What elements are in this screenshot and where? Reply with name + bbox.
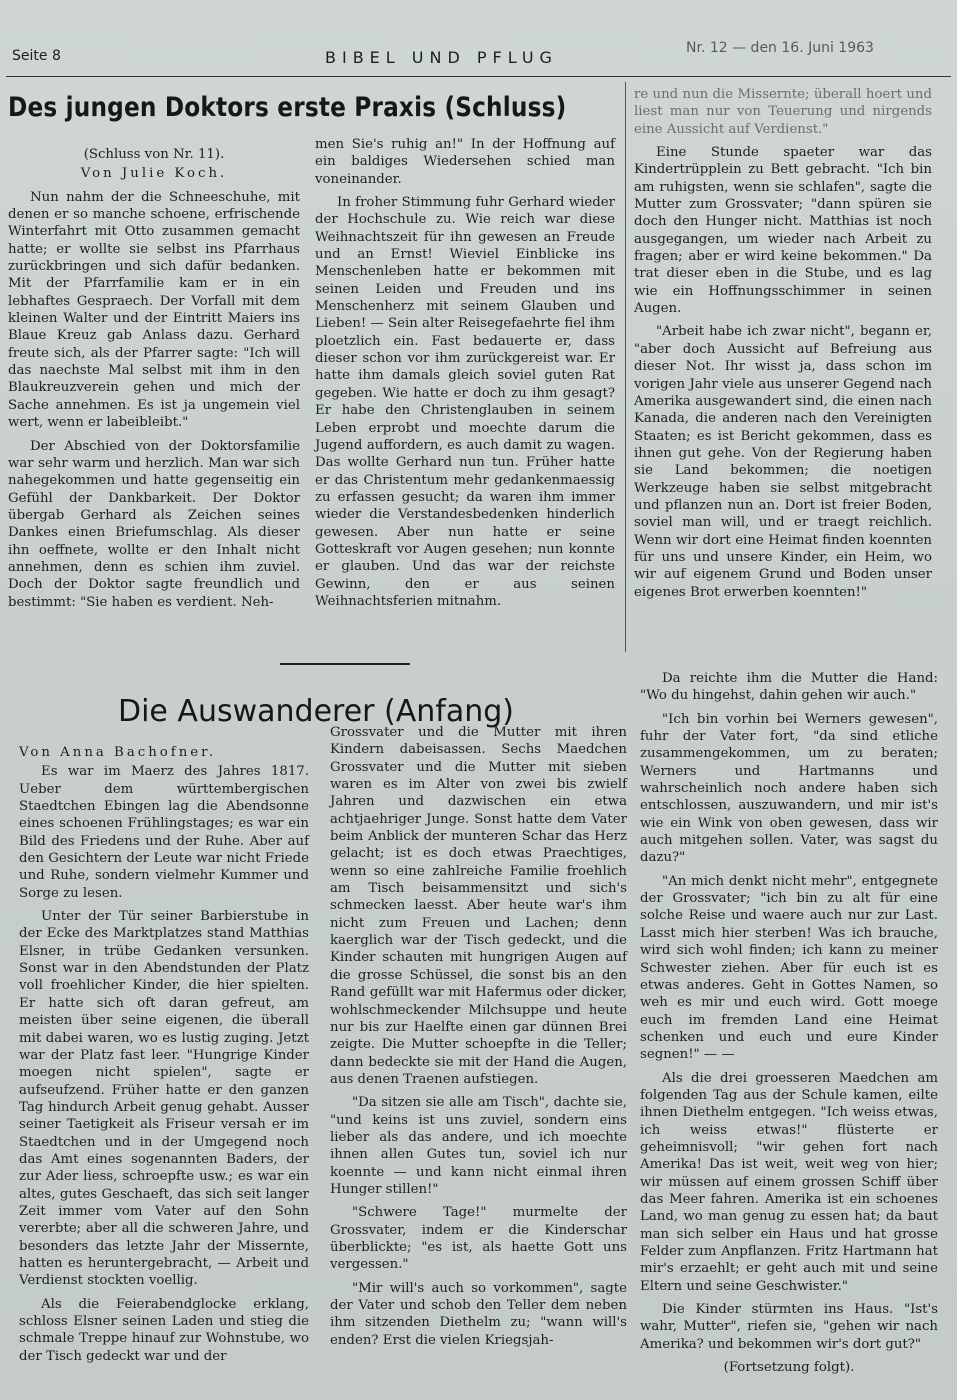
header-rule: [6, 76, 951, 77]
story2-author: Von Anna Bachofner.: [19, 745, 217, 760]
paragraph: "An mich denkt nicht mehr", entgegnete der Grossvater; "ich bin zu alt für eine solche Reise und waere auch nur zur Last. Lasst mich hier sterben! Was ich brauche, wird sich wohl finden; ich kann zu meiner Schwester ziehen. Aber für euch ist es etwas anderes. Geht in Gottes Namen, so weh es mir und euch wird. Gott moege euch im fremden Land eine Heimat schenken und euch und eure Kinder segnen!" — —: [640, 873, 938, 1063]
story2-column-3: [640, 670, 938, 1382]
paragraph: "Ich bin vorhin bei Werners gewesen", fuhr der Vater fort, "da sind etliche zusammengekommen, um zu beraten; Werners und Hartmanns und wahrscheinlich noch andere haben sich entschlossen, auszuwandern, und mir ist's wie ein Wink von oben gewesen, dass wir auch mitgehen sollen. Vater, was sagst du dazu?": [640, 711, 938, 866]
paragraph: "Mir will's auch so vorkommen", sagte der Vater und schob den Teller dem neben ihm sitzenden Diethelm zu; "wann will's enden? Erst die vielen Kriegsjah-: [330, 1280, 627, 1348]
paragraph: "Da sitzen sie alle am Tisch", dachte sie, "und keins ist uns zuviel, sondern eins lieber als das andere, und ich moechte ihnen allen Gutes tun, soviel ich nur koennte — und kann nicht einmal ihren Hunger stillen!": [330, 1095, 627, 1197]
section-divider: [280, 663, 410, 665]
story1-title: Des jungen Doktors erste Praxis (Schluss): [8, 92, 567, 123]
paragraph: Eine Stunde spaeter war das Kindertrüpplein zu Bett gebracht. "Ich bin am ruhigsten, wenn sie schlafen", sagte die Mutter zum Grossvater; "dann spüren sie doch den Hunger nicht. Matthias ist noch ausgegangen, um wieder nach Arbeit zu fragen; aber er wird keine bekommen." Da trat dieser eben in die Stube, und es lag wie ein Hoffnungsschimmer in seinen Augen.: [634, 145, 932, 317]
paragraph: Als die Feierabendglocke erklang, schloss Elsner seinen Laden und stieg die schmale Treppe hinauf zur Wohnstube, wo der Tisch gedeckt war und der: [19, 1296, 309, 1364]
story1-continuation: (Schluss von Nr. 11).: [83, 147, 225, 162]
paragraph: Unter der Tür seiner Barbierstube in der Ecke des Marktplatzes stand Matthias Elsner, in trübe Gedanken versunken. Sonst war in den Abendstunden der Platz voll froehlicher Kinder, die hier spielten. Er hatte sich oft daran gefreut, am meisten über seine eigenen, die überall mit dabei waren, wo es lustig zuging. Jetzt war der Platz fast leer. "Hungrige Kinder moegen nicht spielen", sagte er aufseufzend. Früher hatte er den ganzen Tag hindurch Arbeit genug gehabt. Ausser seiner Taetigkeit als Friseur versah er im Staedtchen und in der Umgegend noch das Amt eines sogenannten Baders, der zur Ader liess, schroepfte usw.; es war ein altes, gutes Geschaeft, das sich seit langer Zeit immer vom Vater auf den Sohn vererbte; aber all die schweren Jahre, und besonders das letzte Jahr der Missernte, hatten es heruntergebracht, — Arbeit und Verdienst stockten voellig.: [19, 909, 309, 1289]
paragraph: Der Abschied von der Doktorsfamilie war sehr warm und herzlich. Man war sich nahegekommen und hatte gegenseitig ein Gefühl der Dankbarkeit. Der Doktor übergab Gerhard als Zeichen seines Dankes einen Briefumschlag. Als dieser ihn oeffnete, wollte er den Inhalt nicht annehmen, denn es schien ihm zuviel. Doch der Doktor sagte freundlich und bestimmt: "Sie haben es verdient. Neh-: [8, 438, 300, 610]
story1-column-2: [315, 136, 615, 616]
page-number: Seite 8: [12, 48, 61, 64]
paragraph: men Sie's ruhig an!" In der Hoffnung auf ein baldiges Wiedersehen schied man voneinander.: [315, 137, 615, 187]
paragraph: In froher Stimmung fuhr Gerhard wieder der Hochschule zu. Wie reich war diese Weihnachtszeit für ihn gewesen an Freude und an Ernst! Wieviel Einblicke ins Menschenleben hatte er bekommen mit seinen Leiden und Freuden und ins Menschenherz mit seinem Glauben und Lieben! — Sein alter Reisegefaehrte fiel ihm ploetzlich ein. Fast bedauerte er, dass dieser schon vor ihm zurückgereist war. Er hatte ihm damals gleich soviel guten Rat gegeben. Wie hatte er doch zu ihm gesagt? Er habe den Christenglauben in seinem Leben erprobt und moechte darum die Jugend auffordern, es auch damit zu wagen. Das wollte Gerhard nun tun. Früher hatte er das Christentum mehr gedankenmaessig zu erfassen gesucht; da waren ihm immer wieder die Verstandesbedenken hinderlich gewesen. Aber nun hatte er seine Gotteskraft vor Augen gesehen; nun konnte er glauben. Und das war der reichste Gewinn, den er aus seinen Weihnachtsferien mitnahm.: [315, 195, 615, 609]
story1-author: Von Julie Koch.: [80, 166, 228, 182]
story2-title: Die Auswanderer (Anfang): [118, 694, 514, 729]
paragraph: Als die drei groesseren Maedchen am folgenden Tag aus der Schule kamen, eilte ihnen Diethelm entgegen. "Ich weiss etwas, ich weiss etwas!" flüsterte er geheimnisvoll; "wir gehen fort nach Amerika! Das ist weit, weit weg von hier; wir müssen auf einem grossen Schiff über das Meer fahren. Amerika ist ein schoenes Land, wo man genug zu essen hat; da baut man sich selber ein Haus und hat grosse Felder zum Anpflanzen. Fritz Hartmann hat mir's erzaehlt; er geht auch mit und seine Eltern und seine Geschwister.": [640, 1070, 938, 1294]
story2-continued-column: [634, 86, 932, 607]
paragraph: Die Kinder stürmten ins Haus. "Ist's wahr, Mutter", riefen sie, "gehen wir nach Amerika? und bekommen wir's dort gut?": [640, 1302, 938, 1352]
masthead: BIBEL UND PFLUG: [325, 48, 558, 67]
story1-column-1: [8, 146, 300, 617]
paragraph: re und nun die Missernte; überall hoert und liest man nur von Teuerung und nirgends eine Aussicht auf Verdienst.": [634, 87, 932, 137]
paragraph: Da reichte ihm die Mutter die Hand: "Wo du hingehst, dahin gehen wir auch.": [640, 671, 938, 704]
continued-note: (Fortsetzung folgt).: [723, 1360, 855, 1376]
story2-column-2: [330, 724, 627, 1355]
paragraph: Es war im Maerz des Jahres 1817. Ueber dem württembergischen Staedtchen Ebingen lag die Abendsonne eines schoenen Frühlingstages; es war ein Bild des Friedens und der Ruhe. Aber auf den Gesichtern der Leute war nicht Friede und Ruhe, sondern vielmehr Kummer und Sorge zu lesen.: [19, 764, 309, 901]
paragraph: Grossvater und die Mutter mit ihren Kindern dabeisassen. Sechs Maedchen Grossvater und die Mutter mit sieben waren es im Alter von zwei bis zwielf Jahren und dazwischen ein etwa achtjaehriger Junge. Sonst hatte dem Vater beim Anblick der munteren Schar das Herz gelacht; ist es doch etwas Praechtiges, wenn so eine zahlreiche Familie froehlich am Tisch beisammensitzt und sich's schmecken laesst. Aber heute war's ihm nicht zum Freuen und Lachen; denn kaerglich war der Tisch gedeckt, und die Kinder schauten mit hungrigen Augen auf die grosse Schüssel, die sonst bis an den Rand gefüllt war mit Hafermus oder dicker, wohlschmeckender Milchsuppe und heute nur bis zur Haelfte einen gar dünnen Brei zeigte. Die Mutter schoepfte in die Teller; dann bedeckte sie mit der Hand die Augen, aus denen Traenen aufstiegen.: [330, 725, 627, 1087]
paragraph: "Arbeit habe ich zwar nicht", begann er, "aber doch Aussicht auf Befreiung aus dieser Not. Ihr wisst ja, dass schon im vorigen Jahr viele aus unserer Gegend nach Amerika ausgewandert sind, die einen nach Kanada, die anderen nach den Vereinigten Staaten; es ist Bericht gekommen, dass es ihnen gut gehe. Von der Regierung haben sie Land bekommen; die noetigen Werkzeuge haben sie selbst mitgebracht und pflanzen nun an. Dort ist freier Boden, soviel man will, und er traegt reichlich. Wenn wir dort eine Heimat finden koennten für uns und unsere Kinder, ein Heim, wo wir auf eigenem Grund und Boden unser eigenes Brot erwerben koennten!": [634, 324, 932, 600]
story2-column-1: [19, 744, 309, 1371]
column-rule: [625, 82, 626, 652]
issue-date: Nr. 12 — den 16. Juni 1963: [686, 40, 874, 56]
paragraph: Nun nahm der die Schneeschuhe, mit denen er so manche schoene, erfrischende Winterfahrt mit Otto zusammen gemacht hatte; er wollte sie selbst ins Pfarrhaus zurückbringen und sich dafür bedanken. Mit der Pfarrfamilie kam er in ein lebhaftes Gespraech. Der Vorfall mit dem kleinen Walter und der Eintritt Maiers ins Blaue Kreuz gab Anlass dazu. Gerhard freute sich, als der Pfarrer sagte: "Ich will das naechste Mal selbst mit ihm in den Blaukreuzverein gehen und mich der Sache annehmen. Es ist ja ungemein viel wert, wenn er labeibleibt.": [8, 189, 300, 431]
paragraph: "Schwere Tage!" murmelte der Grossvater, indem er die Kinderschar überblickte; "es ist, als haette Gott uns vergessen.": [330, 1205, 627, 1273]
